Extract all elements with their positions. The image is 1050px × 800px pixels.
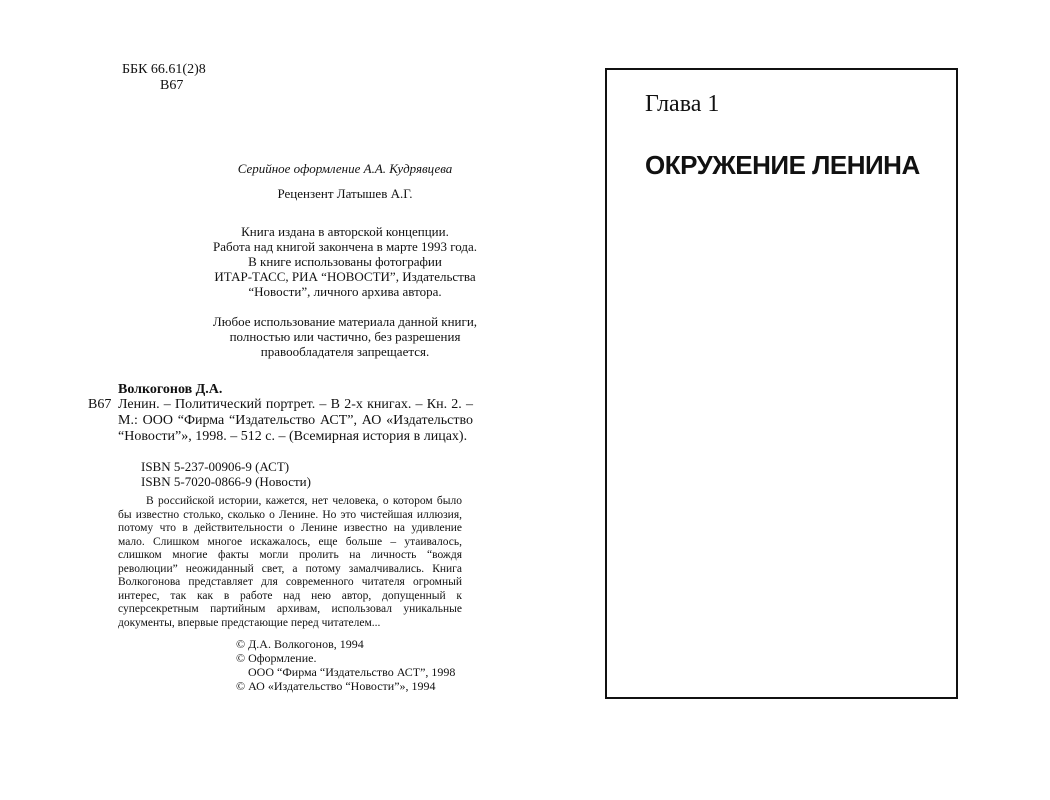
bbk-classification — [122, 62, 206, 94]
edition-note-line: Работа над книгой закончена в марте 1993 года. — [213, 239, 477, 254]
copyright-line: © Д.А. Волкогонов, 1994 — [236, 637, 364, 651]
isbn-ast: ISBN 5-237-00906-9 (АСТ) — [141, 459, 290, 474]
series-design-credit: Серийное оформление А.А. Кудрявцева — [237, 161, 453, 176]
reviewer-credit: Рецензент Латышев А.Г. — [277, 186, 413, 201]
usage-note-line: Любое использование материала данной книги, — [212, 314, 478, 329]
bib-code: В67 — [88, 397, 112, 412]
usage-note-line: правообладателя запрещается. — [260, 344, 430, 359]
photos-note-line: В книге использованы фотографии — [248, 254, 442, 269]
copyright-block — [236, 637, 455, 693]
bib-description: Ленин. – Политический портрет. – В 2-х книгах. – Кн. 2. – М.: ООО “Фирма “Издательство АСТ”, АО «Издательство “Новости”», 1998. – 512 с. – (Всемирная история в лицах). — [118, 397, 473, 444]
copyright-line: © АО «Издательство “Новости”», 1994 — [236, 679, 436, 693]
edition-note-line: Книга издана в авторской концепции. — [241, 224, 449, 239]
bibliographic-record — [88, 397, 473, 445]
bbk-author-code: В67 — [160, 78, 184, 93]
bbk-code: ББК 66.61(2)8 — [122, 62, 206, 77]
photos-note-line: “Новости”, личного архива автора. — [248, 284, 442, 299]
chapter-page-frame — [605, 68, 958, 699]
chapter-title: ОКРУЖЕНИЕ ЛЕНИНА — [645, 150, 920, 180]
usage-note — [130, 314, 560, 359]
author-name: Волкогонов Д.А. — [118, 382, 223, 397]
photos-note-line: ИТАР-ТАСС, РИА “НОВОСТИ”, Издательства — [214, 269, 476, 284]
copyright-line: ООО “Фирма “Издательство АСТ”, 1998 — [248, 665, 456, 679]
copyright-line: © Оформление. — [236, 651, 317, 665]
usage-note-line: полностью или частично, без разрешения — [229, 329, 461, 344]
annotation-paragraph: В российской истории, кажется, нет человека, о котором было бы известно столько, сколько о Ленине. Но это чистейшая иллюзия, потому что в действительности о Ленине известно на удивление мало. Слишком многое искажалось, еще больше – утаивалось, слишком многие факты могли пролить на личность “вождя революции” неожиданный свет, а потому замалчивались. Книга Волкогонова представляет для современного читателя огромный интерес, так как в работе над нею автор, допущенный к суперсекретным партийным архивам, использовал уникальные документы, впервые предстающие перед читателем... — [118, 495, 462, 629]
chapter-label: Глава 1 — [645, 91, 720, 117]
isbn-novosti: ISBN 5-7020-0866-9 (Новости) — [141, 474, 311, 489]
photos-note — [130, 254, 560, 299]
edition-note — [130, 224, 560, 254]
